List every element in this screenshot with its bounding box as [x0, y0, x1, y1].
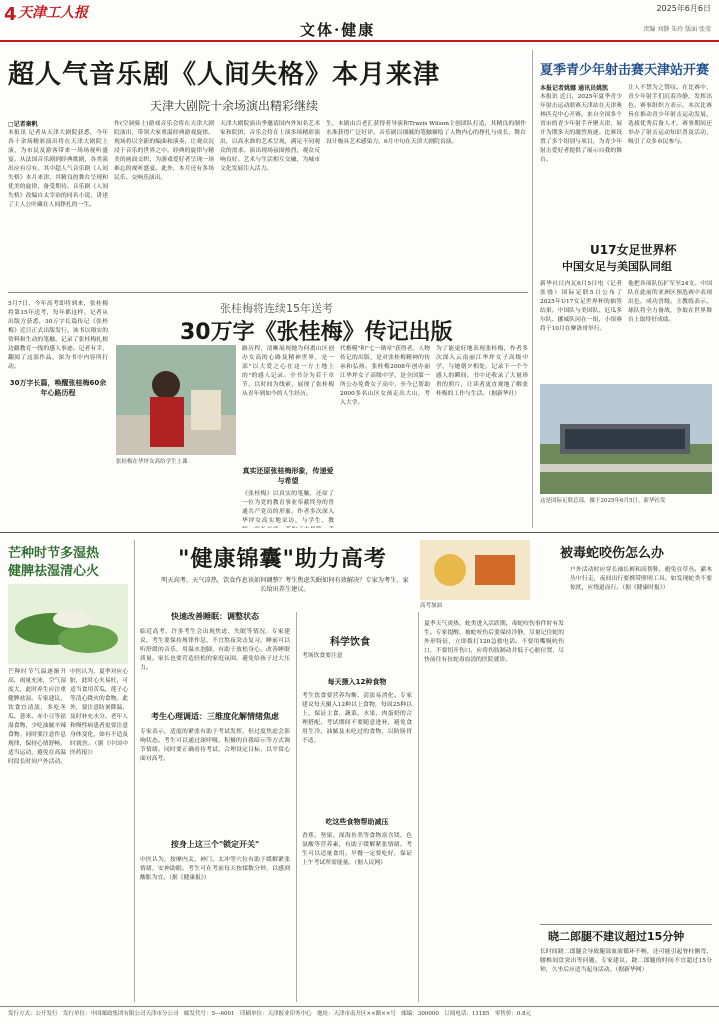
mangzhong-text-1: 芒种时节气温逐渐升高，雨量充沛，空气湿度大，此时养生应注重健脾祛湿。专家建议，饮食宜清淡，多吃冬瓜、薏米、赤小豆等祛湿食物，少吃油腻辛辣食物。同时要注意作息规律，保持心情舒畅，适当运动，避免在高温时段长时间户外活动。 — [8, 669, 66, 765]
mangzhong-text-2: 中医认为，夏季对应心脏，此时心火易旺，可适当食用苦瓜、莲子心等清心降火的食物。此外，要注意防暑降温，及时补充水分。老年人和慢性病患者更要注意身体变化，如有不适及时就医。（据《中国中医药报》） — [70, 669, 128, 756]
crossed-legs-text: 长时间跷二郎腿会导致腿部血液循环不畅，还可能引起脊柱侧弯、腰椎间盘突出等问题。专家建议，跷二郎腿的时间不宜超过15分钟，久坐后应适当起身活动。（据新华网） — [540, 949, 712, 973]
gaokao-intro: 明天高考，天气凉热，饮食作息该如何调整？考生焦虑失眠如何有效解决？专家为考生、家长给出养生建议。 — [161, 577, 409, 593]
divider-snake — [540, 924, 712, 925]
fifa-building-photo — [540, 384, 712, 494]
divider-musical — [8, 292, 528, 293]
zgm-mid-text-2: 《张桂梅》以真实的笔触，还原了一位为党的教育事业奉献终身的普通共产党员的形象。作者多次深入华坪女高实地采访，与学生、教 — [242, 491, 334, 524]
u17-headline: U17女足世界杯 — [590, 243, 677, 257]
gaokao-sec3-title: 按身上这三个"锁定开关" — [170, 840, 260, 849]
snake-headline: 被毒蛇咬伤怎么办 — [560, 546, 665, 561]
musical-headline: 超人气音乐剧《人间失格》本月来津 — [8, 60, 441, 90]
musical-byline: □记者秦帆 — [8, 121, 38, 128]
gaokao-headline: "健康锦囊"助力高考 — [178, 547, 387, 572]
masthead — [0, 0, 719, 38]
shooting-text-2: 让人不禁为之赞叹。在比赛中，青少年射手们沉着冷静，发挥出色。赛事组织方表示，本次比赛旨在推动青少年射击运动发展，选拔优秀后备人才。赛事期间还举办了射击运动知识普及活动，吸引了众多市民参与。 — [628, 85, 712, 145]
musical-text-4: 生，本剧由百老汇获得者导演和Travis Wilson主创团队打造，其精良的制作水准获得广泛好评。音乐剧以细腻的笔触描绘了人物内心的挣扎与成长，舞台设计极具艺术感染力。6月中旬在天津大剧院首演。 — [326, 121, 526, 145]
shooting-headline: 夏季青少年射击赛天津站开赛 — [540, 63, 710, 78]
zgm-left-column — [8, 300, 108, 528]
shooting-col-1 — [540, 84, 622, 234]
musical-text-2: 作(空洞骑士)游戏音乐会将在天津大剧院演出，带领大家重温经典游戏旋律。现场将以全新的编曲和演奏，让观众沉浸于音乐的世界之中。经典的旋律与精美的画面交织，为游戏爱好者呈现一场难忘的视听盛宴。此外，本月还有多场民乐、交响乐演出。 — [114, 121, 214, 181]
zgm-photo-caption: 张桂梅在华坪女高给学生上课 — [116, 459, 188, 465]
gaokao-photo — [420, 540, 530, 600]
editors-credit: 责编 刘静 朱玲 版面 张莹 — [643, 26, 711, 33]
column-divider-mid2 — [418, 612, 419, 1002]
zgm-left-text: 5月7日，今年高考即将到来，张桂梅将第15年送考，每年都这样。记者从出版方获悉，30万字长篇传记《张桂梅》近日正式出版发行。该书以翔实的资料和生动的笔触，记录了张桂梅扎根边疆教育一线的感人事迹。记者有幸，翻阅了这部作品，深为书中内容所打动。 — [8, 301, 108, 370]
shooting-text-1: 本报讯 近日，2025年夏季青少年射击运动联赛天津站在天津奥林匹克中心开赛。来自全国多个省市的青少年射手齐聚天津，展开为期多天的激烈角逐。比赛设置了多个组别与项目，为青少年射击爱好者提供了展示自我的舞台。 — [540, 94, 622, 163]
diet-headline: 科学饮食 — [330, 637, 370, 648]
musical-col-1 — [8, 120, 108, 290]
diet-sub-title-1: 每天摄入12种食物 — [327, 678, 387, 686]
mangzhong-headline-1: 芒种时节多湿热 — [8, 546, 100, 561]
melon-photo — [8, 584, 128, 664]
masthead-rule — [0, 40, 719, 42]
zgm-right-text: 代楷模"和"七一勋章"获得者。人物传记的出版，是对张桂梅精神的传承和弘扬。张桂梅2008年创办丽江华坪女子高级中学，是全国第一所公办免费女子高中，至今已帮助2000多名山区女孩走出大山，考入大学。 — [340, 346, 430, 406]
footer-info: 发行方式：公开发行 发行单位：中国邮政集团有限公司天津市分公司 邮发代号：5—6001 印刷单位：天津报业印务中心 地址：天津市南开区××路××号 邮编：300000 订阅电话：11185 零售价：0.8元 — [0, 1006, 719, 1024]
musical-subhead: 天津大剧院十余场演出精彩继续 — [150, 99, 319, 113]
u17-text-1: 新华社日内瓦6月5日电（记者张骁）国际足联5日公布了2025年U17女足世界杯的抽签结果。中国队与美国队、厄瓜多尔队、挪威队同在一组，小组赛将于10月在摩洛哥举行。 — [540, 281, 622, 332]
gaokao-photo-caption: 高考加油 — [420, 603, 443, 609]
gaokao-sec2-title: 考生心理调适：三维度化解情绪焦虑 — [151, 712, 279, 721]
gaokao-sec1-title: 快速改善睡眠：调整状态 — [171, 612, 259, 621]
gaokao-sec3-text: 中医认为，按摩内关、神门、太冲等穴位有助于缓解紧张情绪，安神助眠。考生可在考前每天按揉数分钟，以感到酸胀为宜。（据《健康报》） — [140, 857, 290, 881]
diet-text-1: 考生饮食要营养均衡、清淡易消化。专家建议每天摄入12种以上食物，每周25种以上，保证主食、蔬菜、水果、肉蛋奶的合理搭配。考试期间不要随意进补，避免食用生冷、油腻及未吃过的食物，以防肠胃不适。 — [302, 693, 412, 744]
zgm-left-title: 30万字长篇，唤醒张桂梅60余年心路历程 — [9, 379, 107, 397]
musical-text-1: 本报讯 记者从天津大剧院获悉，今年各十余场精彩演出将在天津大剧院上演，为市民及游客带来一场场视听盛宴。从法国音乐剧到经典歌剧，各类演出应有尽有。其中超人气音乐剧《人间失格》本月来津，其精良的舞台呈现和优美的旋律，备受期待。音乐剧《人间失格》改编自太宰治的同名小说，讲述了主人公叶藏在人间挣扎的一生。 — [8, 130, 108, 208]
gaokao-sec2-text: 专家表示，适度的紧张有助于考试发挥，但过度焦虑会影响状态。考生可以通过深呼吸、积极的自我暗示等方式调节情绪。同时要正确看待考试，合理设定目标，以平常心面对高考。 — [140, 729, 290, 762]
column-divider-right — [532, 50, 533, 528]
shooting-byline: 本报记者姚娜 通讯员姚凯 — [540, 85, 609, 92]
newspaper-name: 天津工人报 — [18, 5, 88, 21]
mangzhong-headline-2: 健脾祛湿清心火 — [8, 564, 100, 579]
page-number: 4 — [4, 4, 17, 25]
column-divider-mid — [296, 612, 297, 1002]
column-divider-left — [134, 540, 135, 1002]
zgm-right-text-2: 为了能更好地表现张桂梅，作者多次深入云南丽江华坪女子高级中学，与她朝夕相处，记录下一个个感人的瞬间。书中还收录了大量珍贵的照片，让读者更直观地了解张桂梅的工作与生活。（据新华社） — [436, 346, 528, 397]
u17-photo-caption: 这是国际足联总部，摄于2025年6月5日。新华社发 — [540, 498, 666, 504]
crossed-legs-headline: 晓二郎腿不建议超过15分钟 — [548, 930, 685, 943]
zgm-mid-text: 路历程，清晰展现她为何离山区创办女高的心路及精神世界，是一部"以大爱之心在这一方土地上的"的感人记录。全书分为若干章节，以时间为线索，展现了张桂梅从青年到如今的人生经历。 — [242, 346, 334, 397]
diet-sub-title-2: 吃这些食物帮助减压 — [325, 818, 389, 826]
issue-date: 2025年6月6日 — [656, 4, 711, 13]
u17-text-2: 他把各项队伍扩军至24支。中国队在此前的亚洲区预选赛中表现出色，成功晋级。主教练表示，球队将全力备战，争取在世界舞台上取得好成绩。 — [628, 281, 712, 323]
u17-subhead: 中国女足与美国队同组 — [562, 260, 672, 273]
zhangguimei-photo — [116, 345, 236, 455]
snake-text-2: 户外活动时应穿长袖长裤和高帮鞋，避免在草丛、灌木丛中行走，夜间出行要携带照明工具。如发现蛇类不要惊扰，应绕道而行。（据《健康时报》） — [570, 567, 712, 591]
diet-subhead: 考场饮食要注意 — [302, 653, 343, 659]
section-title: 文体·健康 — [300, 21, 376, 39]
gaokao-sec1-text: 临近高考，许多考生会出现焦虑、失眠等情况。专家建议，考生要保持规律作息，不宜熬夜突击复习。睡前可以听舒缓的音乐，用温水泡脚，有助于放松身心、改善睡眠质量。家长也要营造轻松的家庭氛围，避免给孩子过大压力。 — [140, 629, 290, 671]
fold-rule — [0, 532, 719, 533]
musical-text-3: 天津大剧院演出季邀请国内外知名艺术家和院团，音乐会将在上演多场精彩演出，以高水准的艺术呈现，满足不同观众的需求。演出现场氛围热烈，观众反响良好。艺术与生活相互交融，为城市文化发展注入活力。 — [220, 121, 320, 172]
zgm-headline: 30万字《张桂梅》传记出版 — [180, 320, 453, 345]
zgm-kicker: 张桂梅将连续15年送考 — [220, 302, 333, 315]
diet-text-2: 香蕉、坚果、深海鱼类等食物富含镁、色氨酸等营养素，有助于缓解紧张情绪。考生可以适量食用。早餐一定要吃好，保证上午考试所需能量。（据人民网） — [302, 833, 412, 866]
zgm-mid-title: 真实还原张桂梅形象，传递爱与希望 — [242, 467, 334, 485]
snake-text-1: 夏季天气炎热，蛇类进入活跃期，毒蛇咬伤事件时有发生。专家提醒，被蛇咬伤后要保持冷静，尽量记住蛇的外形特征，立即拨打120急救电话。不要用嘴吸吮伤口，不要切开伤口，应将伤肢制动并低于心脏位置，尽快前往有抗蛇毒血清的医院就诊。 — [424, 621, 564, 663]
